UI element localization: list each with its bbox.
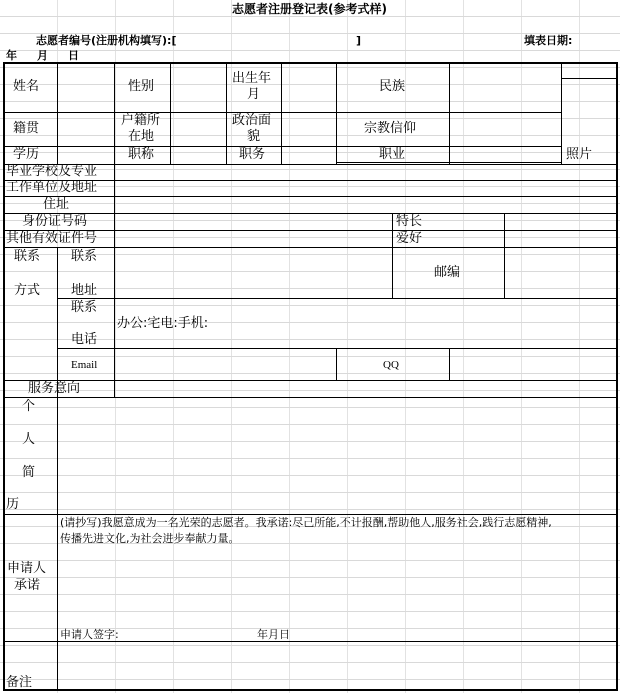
- table-top-border: [3, 62, 618, 64]
- col-line: [114, 164, 115, 247]
- label-political-line1: 政治面: [232, 113, 272, 128]
- label-resume-char3: 简: [22, 465, 36, 480]
- label-gender: 性别: [128, 79, 155, 94]
- label-hobby: 爱好: [396, 231, 423, 246]
- label-pledge-line2: 承诺: [14, 578, 41, 593]
- row-line: [57, 298, 617, 299]
- label-pledge-line1: 申请人: [7, 561, 47, 576]
- row-line: [3, 247, 617, 248]
- col-line: [57, 247, 58, 690]
- label-title: 职称: [128, 147, 155, 162]
- label-hukou-line2: 在地: [128, 129, 155, 144]
- row-line: [3, 196, 617, 197]
- label-political-line2: 貌: [247, 129, 261, 144]
- label-contact-line1: 联系: [14, 249, 41, 264]
- label-qq: QQ: [383, 359, 399, 371]
- col-line: [392, 213, 393, 298]
- label-contact-line2: 方式: [14, 283, 41, 298]
- label-native-place: 籍贯: [13, 121, 40, 136]
- label-residence: 住址: [43, 197, 70, 212]
- row-line: [3, 213, 617, 214]
- label-religion: 宗教信仰: [364, 121, 417, 136]
- label-id-number: 身份证号码: [22, 214, 88, 229]
- volunteer-number-label: 志愿者编号(注册机构填写):[: [36, 34, 177, 47]
- table-left-border: [3, 62, 5, 691]
- label-resume-char1: 个: [22, 399, 36, 414]
- col-line: [114, 62, 115, 164]
- label-contact-address-line2: 地址: [71, 283, 98, 298]
- fill-date-year: 年: [6, 49, 17, 62]
- col-line: [449, 348, 450, 380]
- fill-date-month: 月: [37, 49, 48, 62]
- table-right-border: [616, 62, 618, 691]
- label-postcode: 邮编: [434, 265, 461, 280]
- col-line: [281, 62, 282, 164]
- label-resume-char2: 人: [22, 432, 36, 447]
- pledge-text-line1: (请抄写)我愿意成为一名光荣的志愿者。我承诺:尽己所能,不计报酬,帮助他人,服务社会,践行志愿精神,: [60, 516, 552, 529]
- col-line: [114, 247, 115, 397]
- fill-date-day: 日: [68, 49, 79, 62]
- fill-date-label: 填表日期:: [524, 34, 573, 47]
- label-work-unit: 工作单位及地址: [6, 180, 98, 195]
- label-resume-char4: 历: [6, 497, 20, 512]
- col-line: [504, 213, 505, 298]
- row-line: [561, 78, 617, 79]
- col-line: [336, 62, 337, 164]
- label-birth-line2: 月: [247, 87, 261, 102]
- row-line: [3, 397, 617, 398]
- col-line: [57, 62, 58, 164]
- col-line: [561, 62, 562, 164]
- form-title: 志愿者注册登记表(参考式样): [232, 2, 387, 16]
- label-email: Email: [71, 359, 98, 371]
- row-line: [57, 348, 617, 349]
- label-name: 姓名: [13, 79, 40, 94]
- row-line: [3, 380, 617, 381]
- label-specialty: 特长: [396, 214, 423, 229]
- label-contact-address-line1: 联系: [71, 249, 98, 264]
- pledge-text-line2: 传播先进文化,为社会进步奉献力量。: [60, 532, 240, 545]
- label-hukou-line1: 户籍所: [121, 113, 161, 128]
- label-contact-phone-line2: 电话: [71, 332, 98, 347]
- label-photo: 照片: [566, 147, 593, 162]
- label-signature: 申请人签字:: [60, 628, 119, 641]
- col-line: [449, 62, 450, 164]
- label-sign-date: 年月日: [257, 628, 290, 641]
- label-school-major: 毕业学校及专业: [6, 164, 98, 179]
- label-birth-line1: 出生年: [232, 71, 272, 86]
- bracket-close: ]: [356, 34, 362, 47]
- label-contact-phone-line1: 联系: [71, 300, 98, 315]
- col-line: [226, 62, 227, 164]
- label-phone-types: 办公:宅电:手机:: [117, 316, 209, 331]
- label-other-id: 其他有效证件号: [6, 231, 98, 246]
- row-line: [3, 146, 561, 147]
- label-occupation: 职业: [379, 147, 406, 162]
- col-line: [336, 348, 337, 380]
- col-line: [170, 62, 171, 164]
- label-service-intent: 服务意向: [28, 381, 81, 396]
- label-education: 学历: [13, 147, 40, 162]
- label-ethnicity: 民族: [379, 79, 406, 94]
- label-position: 职务: [239, 147, 266, 162]
- label-remarks: 备注: [6, 675, 33, 690]
- row-line: [3, 112, 561, 113]
- table-bottom-border: [3, 689, 618, 691]
